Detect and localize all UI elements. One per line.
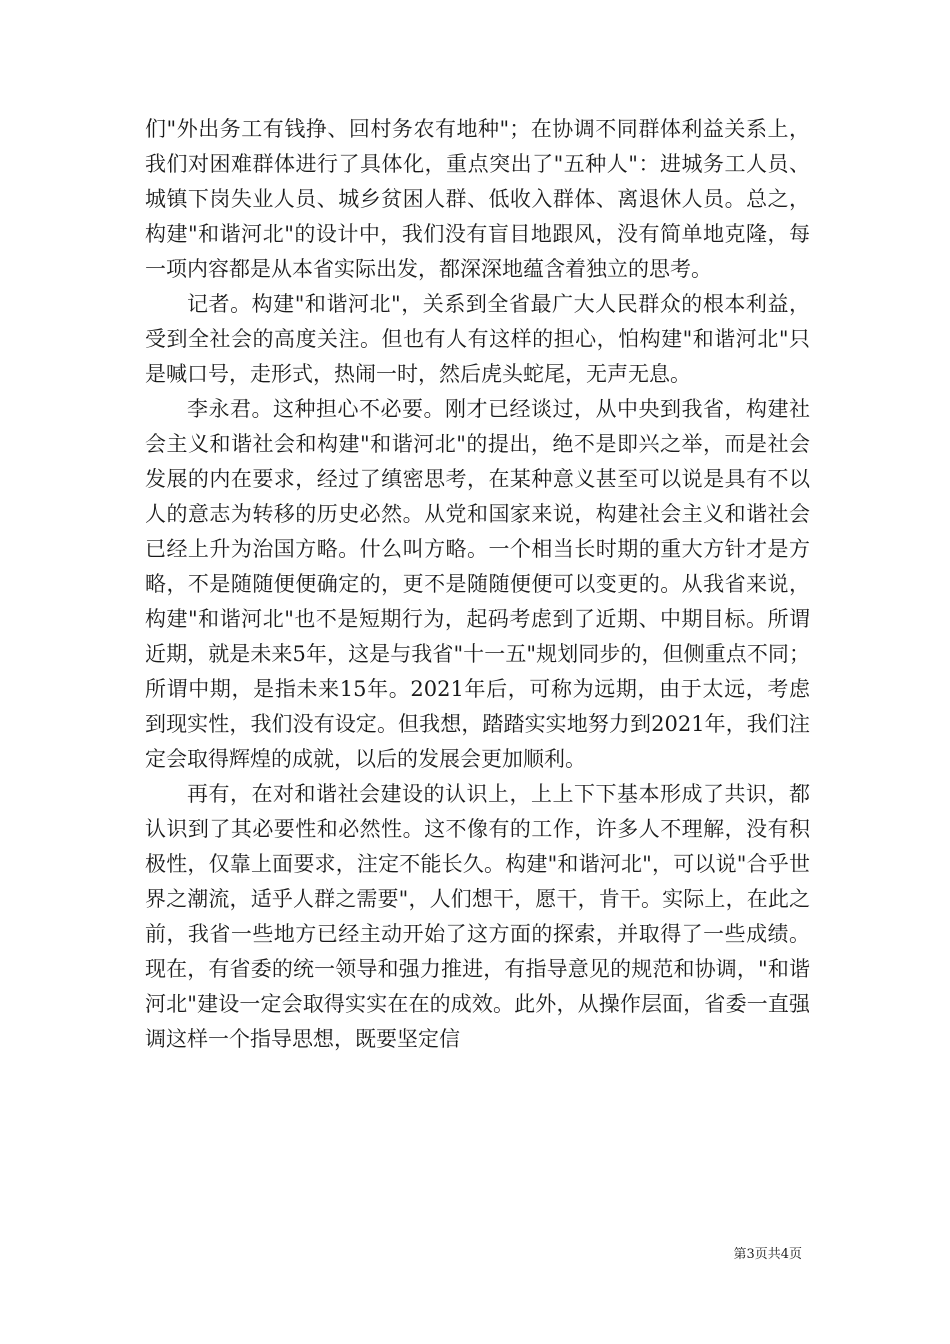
page-number: 第3页共4页 <box>733 1247 802 1262</box>
paragraph-li-yongjun-answer: 李永君。这种担心不必要。刚才已经谈过，从中央到我省，构建社会主义和谐社会和构建"和谐河北"的提出，绝不是即兴之举，而是社会发展的内在要求，经过了缜密思考，在某种意义甚至可以说是具有不以人的意志为转移的历史必然。从党和国家来说，构建社会主义和谐社会已经上升为治国方略。什么叫方略。一个相当长时期的重大方针才是方略，不是随随便便确定的，更不是随随便便可以变更的。从我省来说，构建"和谐河北"也不是短期行为，起码考虑到了近期、中期目标。所谓近期，就是未来5年，这是与我省"十一五"规划同步的，但侧重点不同；所谓中期，是指未来15年。2021年后，可称为远期，由于太远，考虑到现实性，我们没有设定。但我想，踏踏实实地努力到2021年，我们注定会取得辉煌的成就，以后的发展会更加顺利。 <box>145 397 810 771</box>
paragraph-consensus: 再有，在对和谐社会建设的认识上，上上下下基本形成了共识，都认识到了其必要性和必然性。这不像有的工作，许多人不理解，没有积极性，仅靠上面要求，注定不能长久。构建"和谐河北"，可以说"合乎世界之潮流，适乎人群之需要"，人们想干，愿干，肯干。实际上，在此之前，我省一些地方已经主动开始了这方面的探索，并取得了一些成绩。现在，有省委的统一领导和强力推进，有指导意见的规范和协调，"和谐河北"建设一定会取得实实在在的成效。此外，从操作层面，省委一直强调这样一个指导思想，既要坚定信 <box>145 782 810 1051</box>
body-text <box>145 112 810 1057</box>
paragraph-reporter-question: 记者。构建"和谐河北"，关系到全省最广大人民群众的根本利益，受到全社会的高度关注。但也有人有这样的担心，怕构建"和谐河北"只是喊口号，走形式，热闹一时，然后虎头蛇尾，无声无息。 <box>145 292 810 386</box>
paragraph-continuation: 们"外出务工有钱挣、回村务农有地种"；在协调不同群体利益关系上，我们对困难群体进行了具体化，重点突出了"五种人"：进城务工人员、城镇下岗失业人员、城乡贫困人群、低收入群体、离退休人员。总之，构建"和谐河北"的设计中，我们没有盲目地跟风，没有简单地克隆，每一项内容都是从本省实际出发，都深深地蕴含着独立的思考。 <box>145 117 810 281</box>
